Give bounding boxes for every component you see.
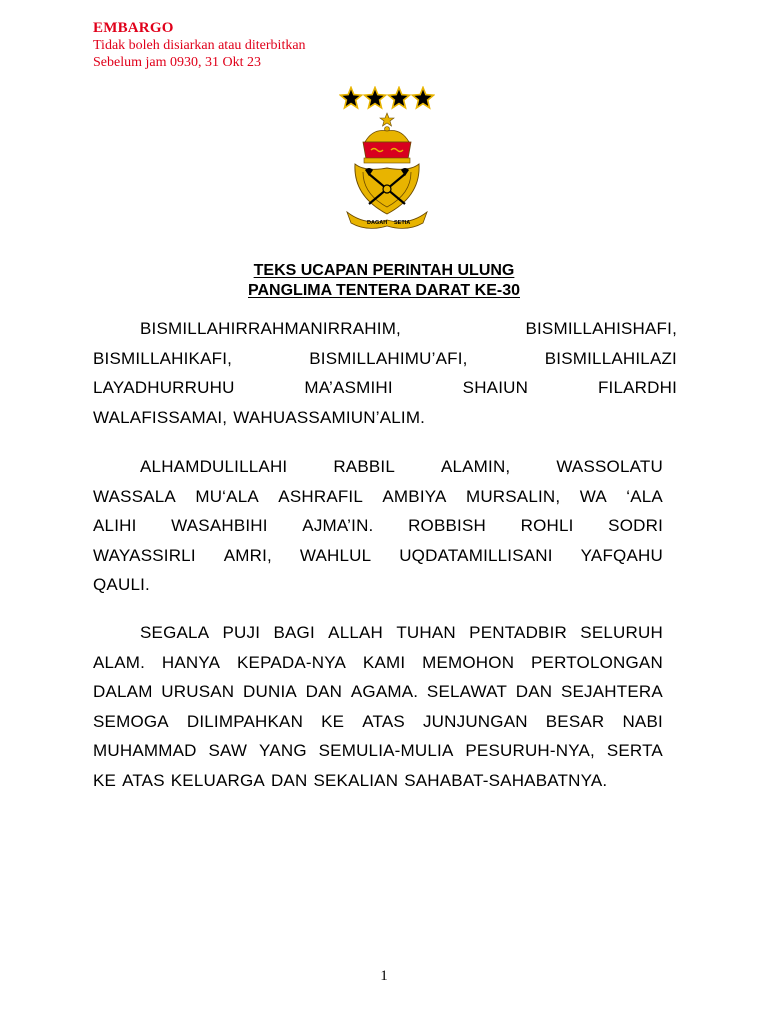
- paragraph-line: WASSALA MU‘ALA ASHRAFIL AMBIYA MURSALIN, WA ‘ALA: [93, 486, 663, 506]
- paragraph-line: ALAM. HANYA KEPADA-NYA KAMI MEMOHON PERTOLONGAN: [93, 652, 663, 672]
- paragraph-line: SEGALA PUJI BAGI ALLAH TUHAN PENTADBIR SELURUH: [140, 623, 663, 642]
- paragraph-line: ALIHI WASAHBIHI AJMA’IN. ROBBISH ROHLI SODRI: [93, 516, 663, 536]
- paragraph-line: BISMILLAHIRRAHMANIRRAHIM, BISMILLAHISHAFI,: [140, 319, 677, 338]
- embargo-line-2: Sebelum jam 0930, 31 Okt 23: [93, 55, 261, 70]
- paragraph-line: WAYASSIRLI AMRI, WAHLUL UQDATAMILLISANI YAFQAHU: [93, 545, 663, 565]
- paragraph-line: BISMILLAHIKAFI, BISMILLAHIMU’AFI, BISMILLAHILAZI: [93, 348, 677, 368]
- paragraph-line: KE ATAS KELUARGA DAN SEKALIAN SAHABAT-SAHABATNYA.: [93, 770, 608, 790]
- rank-star-icon: [387, 86, 411, 110]
- paragraph-line: LAYADHURRUHU MA’ASMIHI SHAIUN FILARDHI: [93, 378, 677, 398]
- paragraph-1: [93, 314, 677, 432]
- paragraph-line: DALAM URUSAN DUNIA DAN AGAMA. SELAWAT DAN SEJAHTERA: [93, 682, 663, 702]
- rank-stars: [339, 86, 435, 110]
- rank-star-icon: [411, 86, 435, 110]
- paragraph-2: [93, 452, 663, 600]
- embargo-notice: [93, 20, 306, 71]
- heading-line-1: TEKS UCAPAN PERINTAH ULUNG: [253, 262, 515, 279]
- paragraph-line: QAULI.: [93, 575, 150, 595]
- page-number: 1: [380, 968, 388, 984]
- army-crest-logo: [343, 112, 431, 230]
- rank-star-icon: [339, 86, 363, 110]
- heading-line-2: PANGLIMA TENTERA DARAT KE-30: [248, 282, 520, 299]
- paragraph-line: WALAFISSAMAI, WAHUASSAMIUN’ALIM.: [93, 407, 426, 427]
- paragraph-line: SEMOGA DILIMPAHKAN KE ATAS JUNJUNGAN BESAR NABI: [93, 711, 663, 731]
- motto-left: DAGAH: [367, 220, 388, 226]
- paragraph-line: MUHAMMAD SAW YANG SEMULIA-MULIA PESURUH-NYA, SERTA: [93, 741, 663, 761]
- paragraph-line: ALHAMDULILLAHI RABBIL ALAMIN, WASSOLATU: [140, 457, 663, 476]
- rank-star-icon: [363, 86, 387, 110]
- motto-right: SETIA: [394, 220, 411, 226]
- embargo-line-1: Tidak boleh disiarkan atau diterbitkan: [93, 38, 306, 53]
- embargo-title: EMBARGO: [93, 20, 174, 36]
- paragraph-3: [93, 618, 663, 796]
